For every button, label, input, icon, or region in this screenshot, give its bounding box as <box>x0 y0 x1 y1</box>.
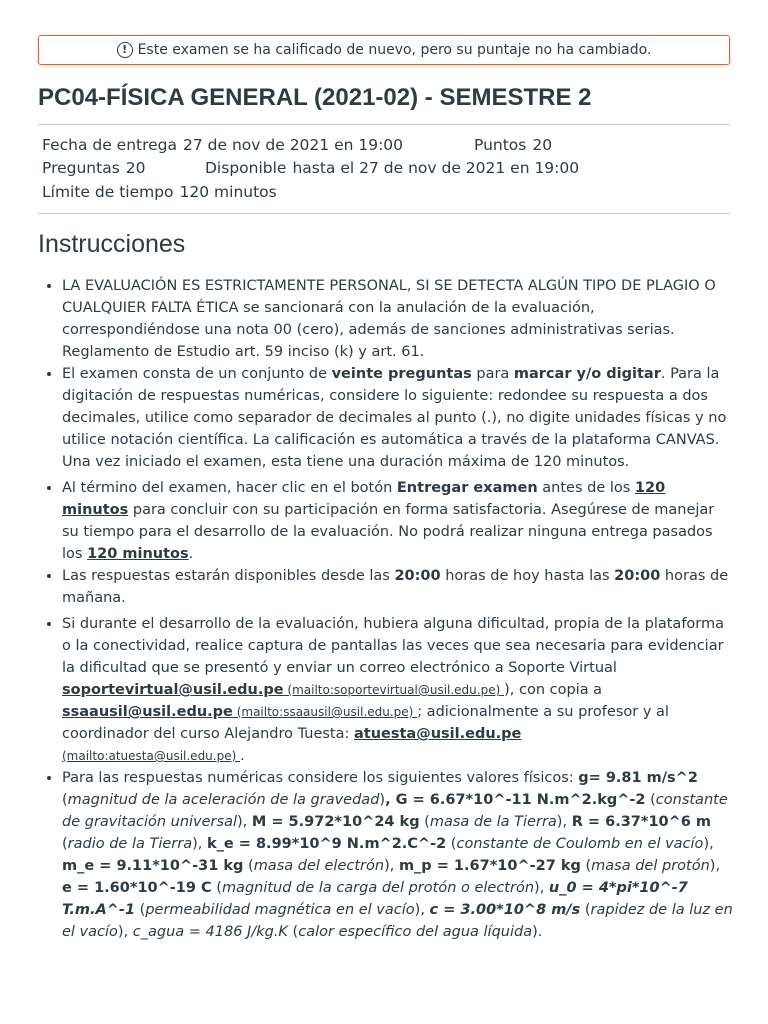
time-limit-value: 120 minutos <box>179 183 277 201</box>
coordinator-email-link[interactable]: atuesta@usil.edu.pe <box>353 726 522 742</box>
questions <box>42 159 146 177</box>
points-value: 20 <box>532 136 553 154</box>
support-email-link[interactable]: soportevirtual@usil.edu.pe <box>62 682 284 698</box>
points <box>474 136 552 154</box>
instruction-item: • Al término del examen, hacer clic en el botón Entregar examen antes de los 120 minutos para concluir con su participación en forma satisfactoria. Asegúrese de manejar su tiempo para el desarrollo de la evaluación. No podrá realizar ninguna entrega pasados los 120 minutos. <box>62 477 733 565</box>
time-limit <box>42 183 277 201</box>
instruction-item: • El examen consta de un conjunto de veinte preguntas para marcar y/o digitar. Para la digitación de respuestas numéricas, considere lo siguiente: redondee su respuesta a dos decimales, utilice como separador de decimales al punto (.), no digite unidades físicas y no utilice notación científica. La calificación es automática a través de la plataforma CANVAS. Una vez iniciado el examen, esta tiene una duración máxima de 120 minutos. <box>62 363 733 473</box>
questions-label: Preguntas <box>42 159 120 177</box>
ssaa-email-link[interactable]: ssaausil@usil.edu.pe <box>62 704 233 720</box>
available <box>205 159 579 177</box>
points-label: Puntos <box>474 136 527 154</box>
questions-value: 20 <box>125 159 146 177</box>
time-limit-label: Límite de tiempo <box>42 183 174 201</box>
coordinator-mailto-link[interactable]: (mailto:atuesta@usil.edu.pe) <box>62 749 241 763</box>
due-date-label: Fecha de entrega <box>42 136 178 154</box>
page-title: PC04-FÍSICA GENERAL (2021-02) - SEMESTRE 2 <box>38 84 592 111</box>
instruction-item: • Para las respuestas numéricas considere los siguientes valores físicos: g= 9.81 m/s^2 (magnitud de la aceleración de la gravedad), G = 6.67*10^-11 N.m^2.kg^-2 (constante de gravitación universal), M = 5.972*10^24 kg (masa de la Tierra), R = 6.37*10^6 m (radio de la Tierra), k_e = 8.99*10^9 N.m^2.C^-2 (constante de Coulomb en el vacío), m_e = 9.11*10^-31 kg (masa del electrón), m_p = 1.67*10^-27 kg (masa del protón), e = 1.60*10^-19 C (magnitud de la carga del protón o electrón), u_0 = 4*pi*10^-7 T.m.A^-1 (permeabilidad magnética en el vacío), c = 3.00*10^8 m/s (rapidez de la luz en el vacío), c_agua = 4186 J/kg.K (calor específico del agua líquida). <box>62 767 733 943</box>
instructions-list <box>38 275 733 947</box>
time-limit-link[interactable]: 120 minutos <box>62 480 666 518</box>
regrade-alert <box>38 35 730 65</box>
support-mailto-link[interactable]: (mailto:soportevirtual@usil.edu.pe) <box>283 683 505 697</box>
instructions-heading: Instrucciones <box>38 230 186 258</box>
instruction-item: • Las respuestas estarán disponibles desde las 20:00 horas de hoy hasta las 20:00 horas de mañana. <box>62 565 733 609</box>
available-label: Disponible <box>205 159 287 177</box>
ssaa-mailto-link[interactable]: (mailto:ssaausil@usil.edu.pe) <box>232 705 418 719</box>
time-limit-link[interactable]: 120 minutos <box>87 546 189 562</box>
divider <box>38 124 730 125</box>
warning-circle-icon: ! <box>117 42 133 58</box>
available-value: hasta el 27 de nov de 2021 en 19:00 <box>292 159 580 177</box>
divider <box>38 213 730 214</box>
instruction-item: • Si durante el desarrollo de la evaluación, hubiera alguna dificultad, propia de la plataforma o la conectividad, realice captura de pantallas las veces que sea necesaria para evidenciar la dificultad que se presentó y enviar un correo electrónico a Soporte Virtual soportevirtual@usil.edu.pe (mailto:soportevirtual@usil.edu.pe) ), con copia a ssaausil@usil.edu.pe (mailto:ssaausil@usil.edu.pe) ; adicionalmente a su profesor y al coordinador del curso Alejandro Tuesta: atuesta@usil.edu.pe (mailto:atuesta@usil.edu.pe) . <box>62 613 733 767</box>
due-date <box>42 136 403 154</box>
regrade-alert-text: Este examen se ha calificado de nuevo, pero su puntaje no ha cambiado. <box>137 42 652 58</box>
instruction-item: • LA EVALUACIÓN ES ESTRICTAMENTE PERSONAL, SI SE DETECTA ALGÚN TIPO DE PLAGIO O CUALQUIER FALTA ÉTICA se sancionará con la anulación de la evaluación, correspondiéndose una nota 00 (cero), además de sanciones administrativas serias. Reglamento de Estudio art. 59 inciso (k) y art. 61. <box>62 275 733 363</box>
due-date-value: 27 de nov de 2021 en 19:00 <box>183 136 404 154</box>
